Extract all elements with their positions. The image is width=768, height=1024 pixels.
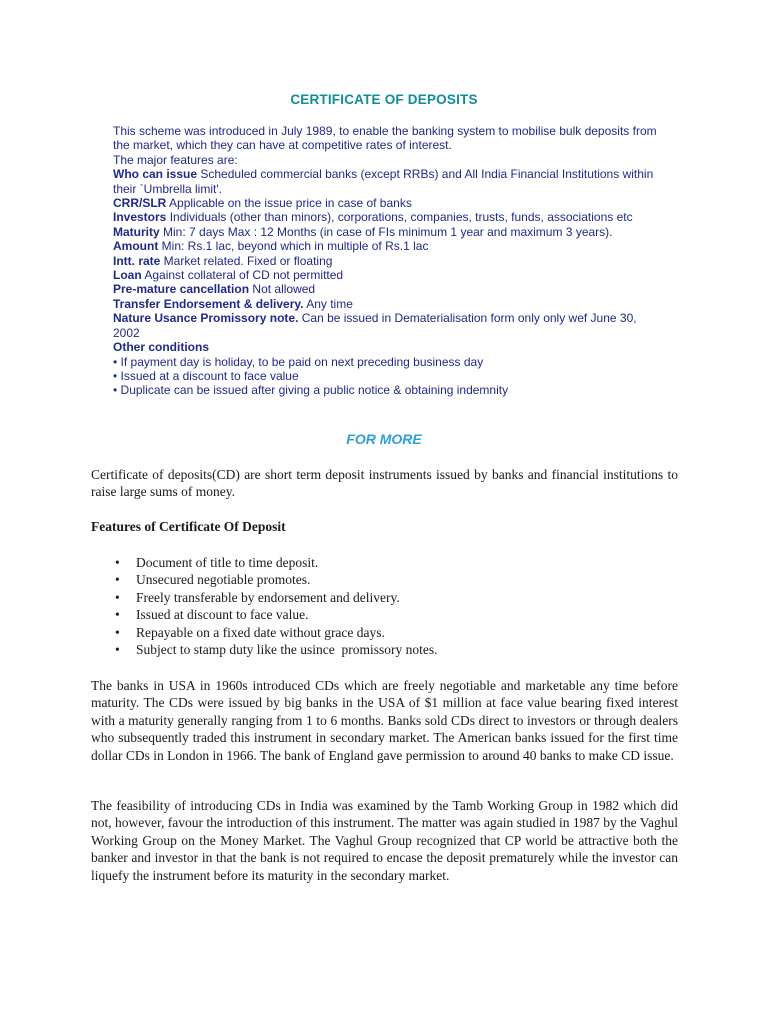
bullet-icon: • [115, 642, 120, 658]
features-list [91, 554, 678, 658]
feature-label: Loan [113, 268, 142, 283]
usa-paragraph [91, 677, 678, 764]
list-item-text: Document of title to time deposit. [136, 555, 319, 570]
feature-label: Investors [113, 210, 167, 225]
list-item [91, 571, 678, 588]
list-item [91, 624, 678, 641]
list-item [91, 641, 678, 658]
other-conditions-heading [113, 340, 658, 354]
feature-label: Nature Usance Promissory note. [113, 311, 299, 326]
list-item [91, 554, 678, 571]
list-item-text: Subject to stamp duty like the usince promissory notes. [136, 642, 438, 658]
summary-section [113, 124, 658, 398]
list-item-text: Unsecured negotiable promotes. [136, 572, 311, 588]
other-conditions-label: Other conditions [113, 340, 209, 355]
list-item-text: Freely transferable by endorsement and delivery. [136, 589, 400, 605]
feature-text: Min: 7 days Max : 12 Months (in case of FIs minimum 1 year and maximum 3 years). [159, 224, 613, 239]
feature-amount [113, 239, 658, 253]
feature-label: Maturity [113, 224, 160, 239]
feature-text: Min: Rs.1 lac, beyond which in multiple of Rs.1 lac [158, 239, 429, 254]
features-heading: Features of Certificate Of Deposit [91, 519, 286, 534]
for-more-link[interactable]: FOR MORE [346, 431, 422, 447]
feature-label: Who can issue [113, 167, 198, 182]
feature-who-can-issue [113, 167, 658, 196]
bullet-icon: • [115, 555, 120, 570]
feature-maturity [113, 225, 658, 239]
summary-intro: This scheme was introduced in July 1989, to enable the banking system to mobilise bulk deposits from the market, which they can have at competitive rates of interest. [113, 124, 657, 153]
feature-investors [113, 210, 658, 224]
feature-label: Intt. rate [113, 253, 161, 268]
feature-label: Amount [113, 239, 159, 254]
feature-interest-rate [113, 254, 658, 268]
feature-premature-cancellation [113, 282, 658, 296]
bullet-icon: • [115, 607, 120, 623]
india-paragraph [91, 797, 678, 884]
feature-text: Against collateral of CD not permitted [141, 268, 344, 283]
major-features-label: The major features are: [113, 152, 238, 167]
bullet-icon: • [115, 589, 120, 605]
list-item-text: Issued at discount to face value. [136, 607, 309, 623]
feature-text: Individuals (other than minors), corporations, companies, trusts, funds, associations etc [166, 210, 633, 225]
bullet-icon: • [115, 624, 120, 640]
feature-loan [113, 268, 658, 282]
feature-crr-slr [113, 196, 658, 210]
feature-label: Pre-mature cancellation [113, 282, 250, 297]
bullet-icon: • [115, 572, 120, 588]
feature-text: Not allowed [249, 282, 316, 297]
feature-label: Transfer Endorsement & delivery. [113, 296, 304, 311]
feature-transfer [113, 297, 658, 311]
feature-text: Any time [303, 296, 353, 311]
feature-text: Can be issued in Dematerialisation form only only wef June 30, 2002 [113, 311, 637, 340]
list-item [91, 606, 678, 623]
feature-text: Applicable on the issue price in case of banks [166, 196, 412, 211]
usa-paragraph-text: The banks in USA in 1960s introduced CDs which are freely negotiable and marketable any time before maturity. The CDs were issued by big banks in the USA of $1 million at face value bearing fixed interest with a maturity generally ranging from 1 to 6 months. Banks sold CDs direct to investors or through dealers who subsequently traded this instrument in secondary market. The American banks issued for the first time dollar CDs in London in 1966. The bank of England gave permission to around 40 banks to make CD issue. [91, 678, 678, 763]
feature-text: Market related. Fixed or floating [160, 253, 333, 268]
feature-nature [113, 311, 658, 340]
page-title: CERTIFICATE OF DEPOSITS [290, 92, 478, 107]
other-condition-item: • Issued at a discount to face value [113, 368, 299, 383]
other-condition-item: • If payment day is holiday, to be paid on next preceding business day [113, 354, 484, 369]
feature-label: CRR/SLR [113, 196, 167, 211]
intro-paragraph-text: Certificate of deposits(CD) are short term deposit instruments issued by banks and financial institutions to raise large sums of money. [91, 467, 678, 500]
intro-paragraph [91, 466, 678, 501]
list-item [91, 589, 678, 606]
other-condition-item: • Duplicate can be issued after giving a public notice & obtaining indemnity [113, 383, 509, 398]
feature-text: Scheduled commercial banks (except RRBs) and All India Financial Institutions within their `Umbrella limit'. [113, 167, 654, 196]
list-item-text: Repayable on a fixed date without grace days. [136, 624, 385, 640]
india-paragraph-text: The feasibility of introducing CDs in India was examined by the Tamb Working Group in 1982 which did not, however, favour the introduction of this instrument. The matter was again studied in 1987 by the Vaghul Working Group on the Money Market. The Vaghul Group recognized that CP world be attractive both the banker and investor in that the bank is not required to encase the deposit prematurely while the investor can liquefy the instrument before its maturity in the secondary market. [91, 798, 678, 883]
